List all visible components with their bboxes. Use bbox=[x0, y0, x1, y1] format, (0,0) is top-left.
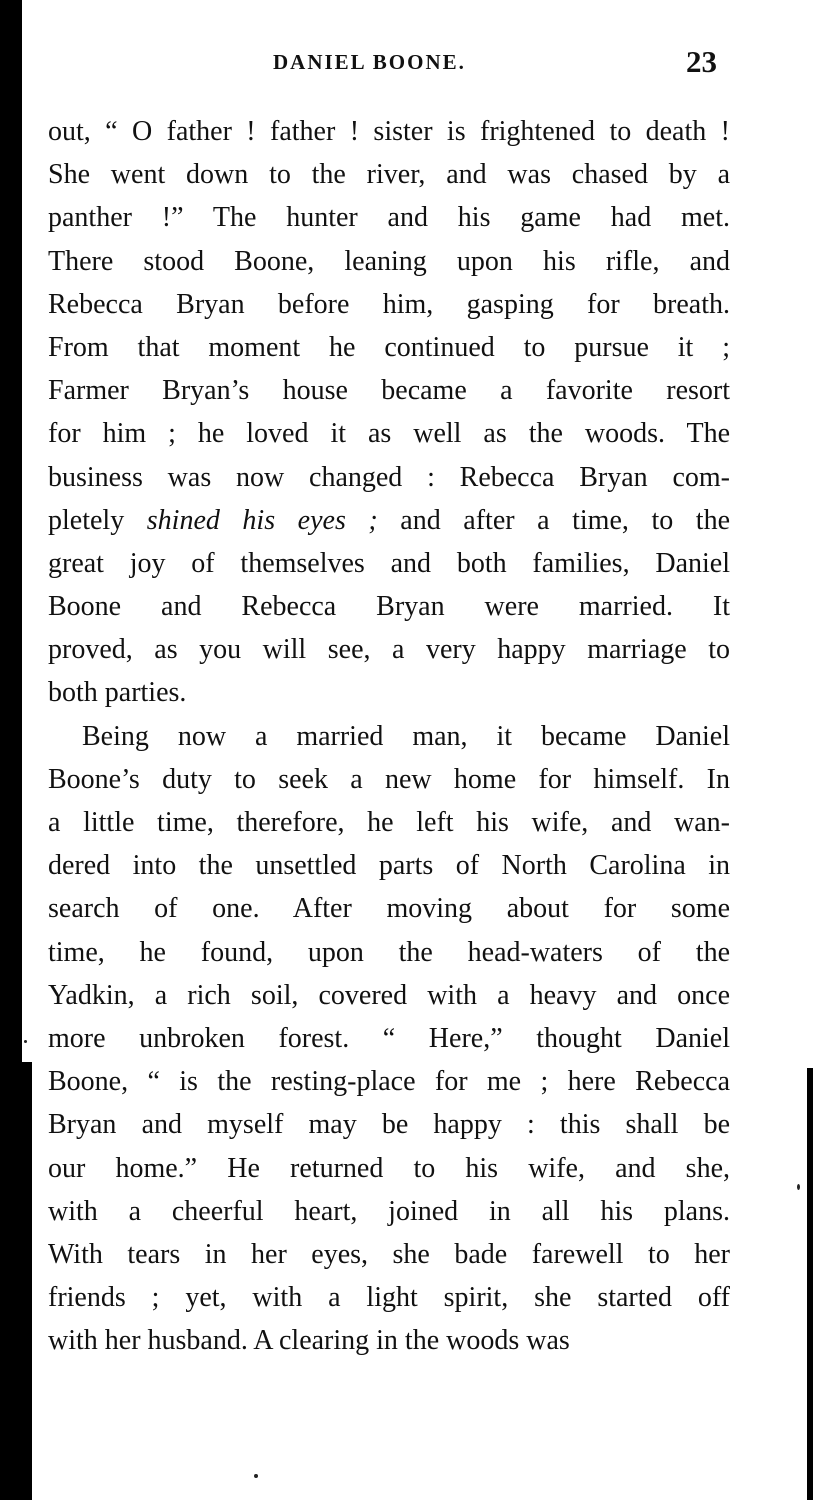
scan-speck bbox=[254, 1474, 258, 1478]
text-line: business was now changed : Rebecca Bryan com- bbox=[48, 461, 730, 493]
text-line: time, he found, upon the head-waters of the bbox=[48, 936, 730, 968]
text-line: Rebecca Bryan before him, gasping for breath. bbox=[48, 288, 730, 320]
italic-phrase: shined his eyes ; bbox=[146, 504, 378, 536]
text-line: Yadkin, a rich soil, covered with a heavy and once bbox=[48, 979, 730, 1011]
text-line: Being now a married man, it became Daniel bbox=[82, 720, 730, 752]
running-head bbox=[0, 44, 813, 78]
text-line: Boone, “ is the resting-place for me ; here Rebecca bbox=[48, 1066, 730, 1098]
text-line: great joy of themselves and both families, Daniel bbox=[48, 547, 730, 579]
paragraph-1 bbox=[48, 110, 730, 715]
scan-speck bbox=[24, 1040, 27, 1043]
text-line: with a cheerful heart, joined in all his plans. bbox=[48, 1195, 730, 1227]
text-line: panther !” The hunter and his game had met. bbox=[48, 202, 730, 234]
text-line: for him ; he loved it as well as the woods. The bbox=[48, 418, 730, 450]
text-line: a little time, therefore, he left his wife, and wan- bbox=[48, 807, 730, 838]
text-line: dered into the unsettled parts of North Carolina in bbox=[48, 850, 730, 882]
text-line: both parties. bbox=[48, 677, 187, 709]
text-line: There stood Boone, leaning upon his rifle, and bbox=[48, 245, 730, 277]
text-line: From that moment he continued to pursue it ; bbox=[48, 331, 730, 363]
text-line: She went down to the river, and was chased by a bbox=[48, 159, 730, 191]
text-line: With tears in her eyes, she bade farewell to her bbox=[48, 1238, 730, 1270]
scan-speck bbox=[797, 1184, 800, 1190]
text-line: Boone’s duty to seek a new home for himself. In bbox=[48, 763, 730, 795]
text-line: Farmer Bryan’s house became a favorite resort bbox=[48, 375, 730, 407]
text-line: search of one. After moving about for some bbox=[48, 893, 730, 925]
text-line: our home.” He returned to his wife, and she, bbox=[48, 1152, 730, 1184]
text-segment: and after a time, to the bbox=[377, 504, 730, 536]
running-title: DANIEL BOONE. bbox=[273, 50, 466, 74]
body-text bbox=[48, 110, 730, 1362]
text-line: friends ; yet, with a light spirit, she started off bbox=[48, 1282, 730, 1314]
text-line: with her husband. A clearing in the woods was bbox=[48, 1325, 570, 1357]
text-line: out, “ O father ! father ! sister is frightened to death ! bbox=[48, 116, 730, 147]
text-line bbox=[48, 499, 730, 542]
scan-right-edge bbox=[807, 1068, 813, 1500]
scan-left-edge-lower bbox=[0, 1062, 32, 1500]
text-line: Boone and Rebecca Bryan were married. It bbox=[48, 591, 730, 623]
page-number: 23 bbox=[686, 44, 717, 79]
paragraph-2 bbox=[48, 715, 730, 1363]
text-line: more unbroken forest. “ Here,” thought Daniel bbox=[48, 1022, 730, 1054]
text-line: Bryan and myself may be happy : this shall be bbox=[48, 1109, 730, 1141]
text-segment: pletely bbox=[48, 504, 147, 536]
text-line: proved, as you will see, a very happy marriage to bbox=[48, 634, 730, 666]
